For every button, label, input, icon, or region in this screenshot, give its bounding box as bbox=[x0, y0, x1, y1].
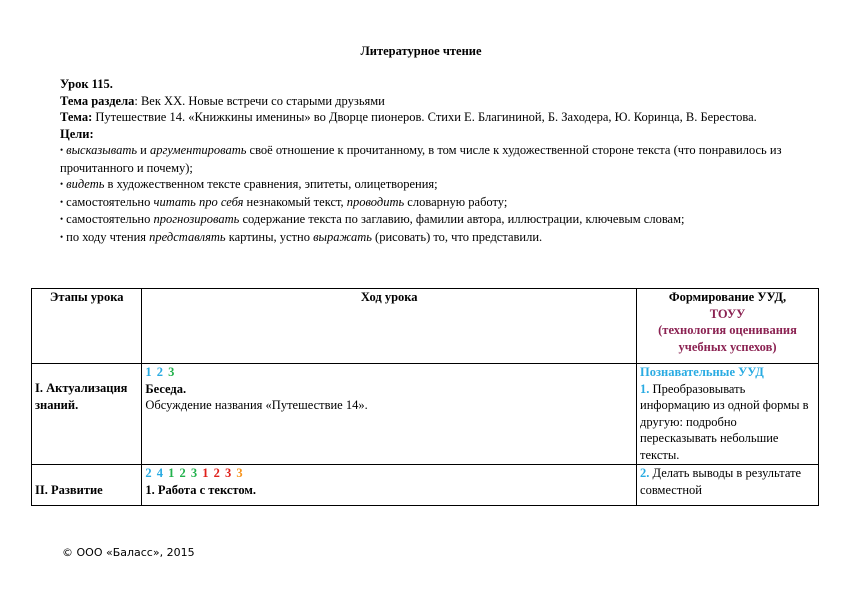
lesson-intro bbox=[60, 76, 786, 246]
header-touu-full: (технология оценивания учебных успехов) bbox=[658, 323, 797, 354]
section-label: Тема раздела bbox=[60, 93, 135, 108]
goal-text: картины, устно bbox=[225, 229, 314, 244]
topic-line bbox=[60, 109, 786, 126]
bullet-icon: • bbox=[60, 145, 64, 155]
number-mark: 2 bbox=[179, 466, 187, 480]
section-value: : Век XX. Новые встречи со старыми друзьями bbox=[134, 93, 385, 108]
header-uud-title: Формирование УУД, bbox=[668, 290, 787, 304]
bullet-icon: • bbox=[60, 179, 64, 189]
goal-verb: представлять bbox=[149, 229, 226, 244]
uud-number: 2. bbox=[640, 466, 650, 480]
number-mark: 1 bbox=[168, 466, 176, 480]
goal-item bbox=[60, 211, 786, 229]
bullet-icon: • bbox=[60, 231, 64, 242]
uud-item bbox=[640, 381, 815, 464]
goal-item bbox=[60, 194, 786, 212]
goal-verb: аргументировать bbox=[149, 143, 247, 157]
number-mark: 1 bbox=[202, 466, 210, 480]
number-mark: 2 bbox=[213, 466, 221, 480]
activity-title: 1. Работа с текстом. bbox=[145, 482, 257, 497]
stage-label: I. Актуализация знаний. bbox=[35, 381, 128, 412]
goal-text: словарную работу; bbox=[404, 194, 508, 209]
goal-verb: видеть bbox=[66, 177, 105, 191]
table-row bbox=[32, 364, 819, 465]
uud-cell bbox=[637, 465, 819, 506]
bullet-icon: • bbox=[60, 214, 64, 224]
number-mark: 3 bbox=[225, 466, 233, 480]
footer-copyright: © ООО «Баласс», 2015 bbox=[62, 546, 195, 559]
bullet-icon: • bbox=[60, 196, 64, 207]
goal-item bbox=[60, 176, 786, 194]
table-row bbox=[32, 465, 819, 506]
number-mark: 2 bbox=[145, 466, 153, 480]
goal-text: и bbox=[137, 143, 150, 157]
goal-verb: проводить bbox=[346, 194, 405, 209]
uud-text: Преобразовывать информацию из одной формы в другую: подробно пересказывать небольшие тексты. bbox=[640, 381, 809, 462]
course-cell bbox=[142, 465, 637, 506]
topic-label: Тема: bbox=[60, 110, 93, 124]
goal-verb: прогнозировать bbox=[153, 212, 240, 226]
goal-verb: читать про себя bbox=[153, 194, 244, 209]
goal-item bbox=[60, 142, 786, 176]
number-mark: 3 bbox=[168, 365, 176, 379]
header-uud bbox=[637, 289, 819, 364]
section-line bbox=[60, 93, 786, 110]
header-course: Ход урока bbox=[142, 289, 637, 364]
number-mark: 1 bbox=[145, 365, 153, 379]
stage-label: II. Развитие bbox=[35, 483, 103, 497]
header-stages: Этапы урока bbox=[32, 289, 142, 364]
goals-label: Цели: bbox=[60, 126, 94, 141]
number-mark: 3 bbox=[190, 466, 199, 480]
stage-cell bbox=[32, 465, 142, 506]
goal-text: в художественном тексте сравнения, эпитеты, олицетворения; bbox=[104, 177, 438, 191]
topic-value: Путешествие 14. «Книжкины именины» во Дворце пионеров. Стихи Е. Благининой, Б. Заходера, Ю. Коринца, В. Берестова. bbox=[92, 110, 757, 124]
lesson-number: Урок 115. bbox=[60, 77, 113, 91]
goal-text: самостоятельно bbox=[66, 212, 154, 226]
goal-text: самостоятельно bbox=[66, 194, 154, 209]
uud-cell bbox=[637, 364, 819, 465]
number-mark: 2 bbox=[156, 365, 164, 379]
goal-verb: выражать bbox=[313, 229, 372, 244]
number-mark: 4 bbox=[156, 466, 164, 480]
goal-text: незнакомый текст, bbox=[243, 194, 347, 209]
activity-title: Беседа. bbox=[145, 381, 187, 396]
goal-verb: высказывать bbox=[66, 143, 138, 157]
goal-text: по ходу чтения bbox=[66, 229, 150, 244]
stage-cell bbox=[32, 364, 142, 465]
goal-text: своё отношение к прочитанному, в том числе к художественной стороне текста (что понравилось из прочитанного и почему); bbox=[60, 143, 782, 175]
course-cell bbox=[142, 364, 637, 465]
document-title: Литературное чтение bbox=[360, 44, 482, 58]
activity-text: Обсуждение названия «Путешествие 14». bbox=[145, 398, 368, 412]
number-mark: 3 bbox=[236, 466, 244, 480]
table-header-row bbox=[32, 289, 819, 364]
uud-title: Познавательные УУД bbox=[640, 365, 764, 379]
uud-number: 1. bbox=[640, 381, 650, 396]
goal-text: содержание текста по заглавию, фамилии автора, иллюстрации, ключевым словам; bbox=[239, 212, 685, 226]
uud-item bbox=[640, 465, 815, 498]
number-marks bbox=[145, 465, 633, 482]
header-touu: ТОУУ bbox=[709, 306, 746, 321]
uud-text: Делать выводы в результате совместной bbox=[640, 466, 802, 497]
number-marks bbox=[145, 364, 633, 381]
goal-text: (рисовать) то, что представили. bbox=[371, 229, 543, 244]
goal-item bbox=[60, 229, 786, 247]
lesson-table bbox=[31, 288, 819, 506]
